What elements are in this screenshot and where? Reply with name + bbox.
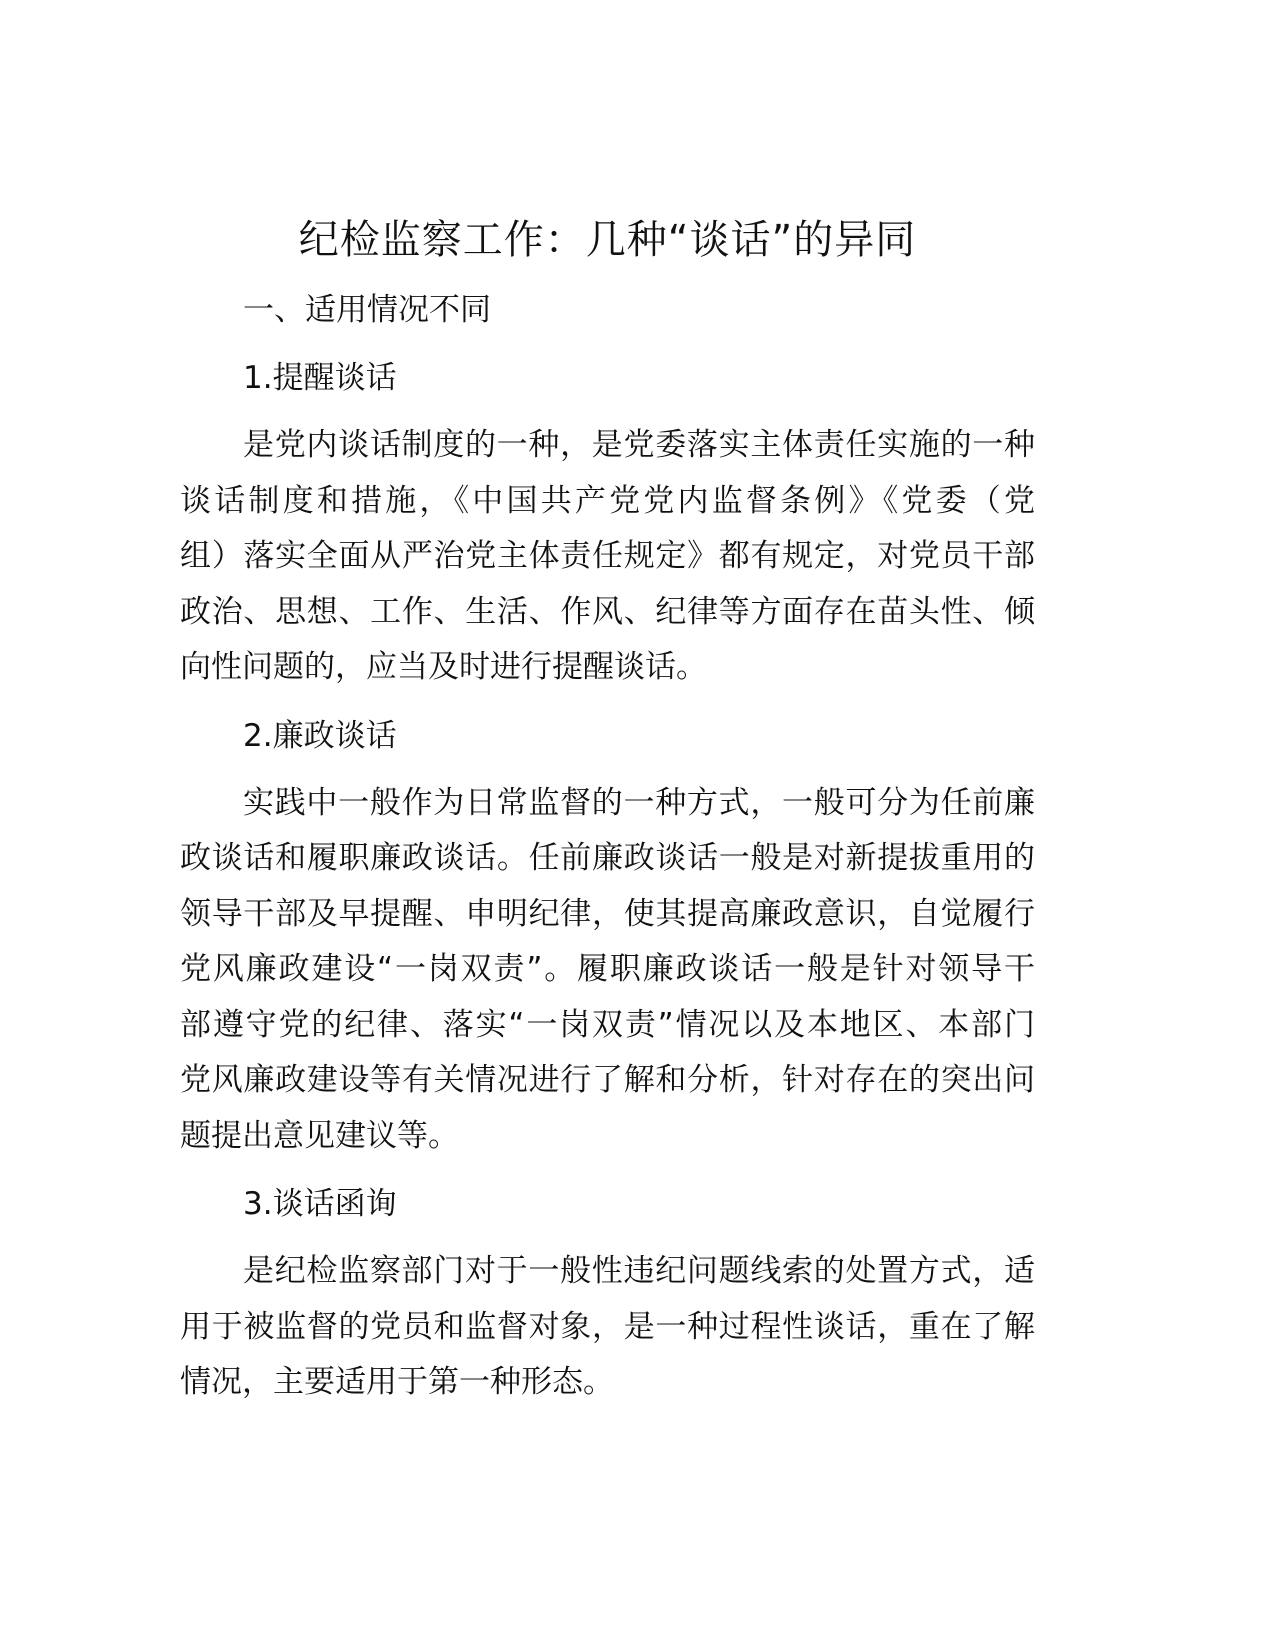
paragraph-line: 政治、思想、工作、生活、作风、纪律等方面存在苗头性、倾 <box>180 593 1035 630</box>
paragraph-line: 情况，主要适用于第一种形态。 <box>180 1364 614 1400</box>
paragraph-line: 实践中一般作为日常监督的一种方式，一般可分为任前廉 <box>243 784 1035 821</box>
section-heading: 一、适用情况不同 <box>243 292 491 328</box>
paragraph <box>180 418 1035 696</box>
paragraph-line: 是党内谈话制度的一种，是党委落实主体责任实施的一种 <box>243 427 1035 463</box>
document-page <box>180 0 1035 1411</box>
subsection-heading: 1.提醒谈话 <box>243 360 397 396</box>
paragraph-line: 用于被监督的党员和监督对象，是一种过程性谈话，重在了解 <box>180 1308 1035 1345</box>
paragraph-line: 党风廉政建设等有关情况进行了解和分析，针对存在的突出问 <box>180 1062 1035 1098</box>
paragraph-line: 政谈话和履职廉政谈话。任前廉政谈话一般是对新提拔重用的 <box>180 840 1035 876</box>
section-items <box>180 350 1035 1411</box>
subsection-heading: 2.廉政谈话 <box>243 717 397 754</box>
paragraph-line: 是纪检监察部门对于一般性违纪问题线索的处置方式，适 <box>243 1253 1035 1289</box>
paragraph <box>180 1244 1035 1411</box>
paragraph-line: 谈话制度和措施，《中国共产党党内监督条例》《党委（党 <box>180 482 1035 519</box>
paragraph-line: 向性问题的，应当及时进行提醒谈话。 <box>180 649 707 685</box>
paragraph <box>180 776 1035 1165</box>
paragraph-line: 部遵守党的纪律、落实“一岗双责”情况以及本地区、本部门 <box>180 1006 1035 1043</box>
paragraph-line: 党风廉政建设“一岗双责”。履职廉政谈话一般是针对领导干 <box>180 951 1035 987</box>
paragraph-line: 题提出意见建议等。 <box>180 1117 459 1154</box>
subsection-heading: 3.谈话函询 <box>243 1186 397 1222</box>
paragraph-line: 组）落实全面从严治党主体责任规定》都有规定，对党员干部 <box>180 538 1035 574</box>
document-title: 纪检监察工作：几种“谈话”的异同 <box>298 217 917 263</box>
paragraph-line: 领导干部及早提醒、申明纪律，使其提高廉政意识，自觉履行 <box>180 895 1035 932</box>
